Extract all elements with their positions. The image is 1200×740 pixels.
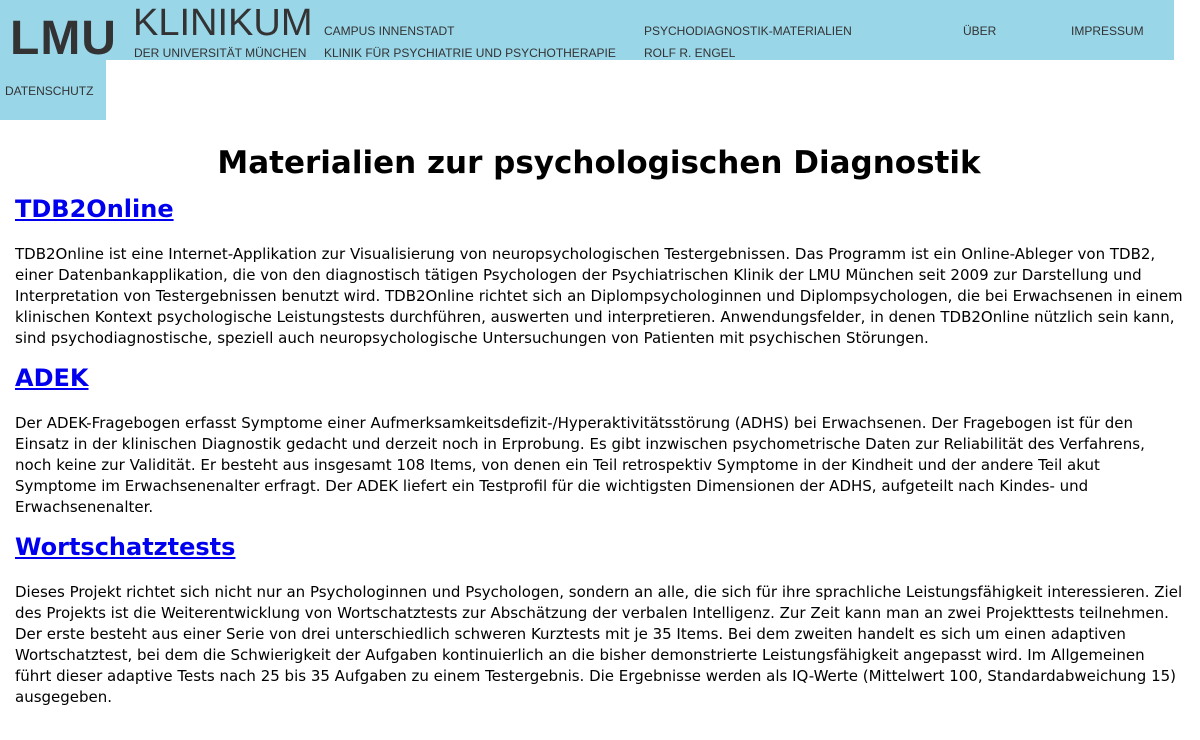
adek-link[interactable]: ADEK <box>15 364 89 392</box>
nav-impressum[interactable]: IMPRESSUM <box>1071 24 1144 38</box>
klinikum-title: KLINIKUM <box>133 2 313 44</box>
section-description: Der ADEK-Fragebogen erfasst Symptome einer Aufmerksamkeitsdefizit-/Hyperaktivitätsstörung (ADHS) bei Erwachsenen. Der Fragebogen ist für den Einsatz in der klinischen Diagnostik gedacht und derzeit noch in Erprobung. Es gibt inzwischen psychometrische Daten zur Reliabilität des Verfahrens, noch keine zur Validität. Er besteht aus insgesamt 108 Items, von denen ein Teil retrospektiv Symptome in der Kindheit und der andere Teil akut Symptome im Erwachsenenalter erfragt. Der ADEK liefert ein Testprofil für die wichtigsten Dimensionen der ADHS, aufgeteilt nach Kindes- und Erwachsenenalter. <box>15 414 1145 516</box>
lmu-logo[interactable]: LMU <box>10 12 117 65</box>
section-heading <box>15 532 1183 562</box>
nav-psychodiagnostik-materialien[interactable]: PSYCHODIAGNOSTIK-MATERIALIEN <box>644 24 852 38</box>
page-title: Materialien zur psychologischen Diagnostik <box>217 145 981 181</box>
section-description: Dieses Projekt richtet sich nicht nur an Psychologinnen und Psychologen, sondern an alle, die sich für ihre sprachliche Leistungsfähigkeit interessieren. Ziel des Projekts ist die Weiterentwicklung von Wortschatztests zur Abschätzung der verbalen Intelligenz. Zur Zeit kann man an zwei Projekttests teilnehmen. Der erste besteht aus einer Serie von drei unterschiedlich schweren Kurztests mit je 35 Items. Bei dem zweiten handelt es sich um einen adaptiven Wortschatztest, bei dem die Schwierigkeit der Aufgaben kontinuierlich an die bisher demonstrierte Leistungsfähigkeit angepasst wird. Im Allgemeinen führt dieser adaptive Tests nach 25 bis 35 Aufgaben zu einem Testergebnis. Die Ergebnisse werden als IQ-Werte (Mittelwert 100, Standardabweichung 15) ausgegeben. <box>15 583 1183 706</box>
klinikum-subtitle: DER UNIVERSITÄT MÜNCHEN <box>134 46 307 60</box>
tdb2online-link[interactable]: TDB2Online <box>15 195 174 223</box>
nav-datenschutz[interactable]: DATENSCHUTZ <box>5 84 94 98</box>
section-wortschatztests <box>15 532 1183 708</box>
section-heading <box>15 194 1183 224</box>
clinic-label: KLINIK FÜR PSYCHIATRIE UND PSYCHOTHERAPIE <box>324 46 616 60</box>
section-tdb2online <box>15 194 1183 349</box>
section-adek <box>15 363 1183 518</box>
nav-author[interactable]: ROLF R. ENGEL <box>644 46 736 60</box>
section-heading <box>15 363 1183 393</box>
campus-label: CAMPUS INNENSTADT <box>324 24 455 38</box>
main-content <box>15 140 1183 722</box>
nav-ueber[interactable]: ÜBER <box>963 24 997 38</box>
wortschatztests-link[interactable]: Wortschatztests <box>15 533 236 561</box>
section-description: TDB2Online ist eine Internet-Applikation zur Visualisierung von neuropsychologischen Testergebnissen. Das Programm ist ein Online-Ableger von TDB2, einer Datenbankapplikation, die von den diagnostisch tätigen Psychologen der Psychiatrischen Klinik der LMU München seit 2009 zur Darstellung und Interpretation von Testergebnissen benutzt wird. TDB2Online richtet sich an Diplompsychologinnen und Diplompsychologen, die bei Erwachsenen in einem klinischen Kontext psychologische Leistungstests durchführen, auswerten und interpretieren. Anwendungsfelder, in denen TDB2Online nützlich sein kann, sind psychodiagnostische, speziell auch neuropsychologische Untersuchungen von Patienten mit psychischen Störungen. <box>15 245 1183 347</box>
